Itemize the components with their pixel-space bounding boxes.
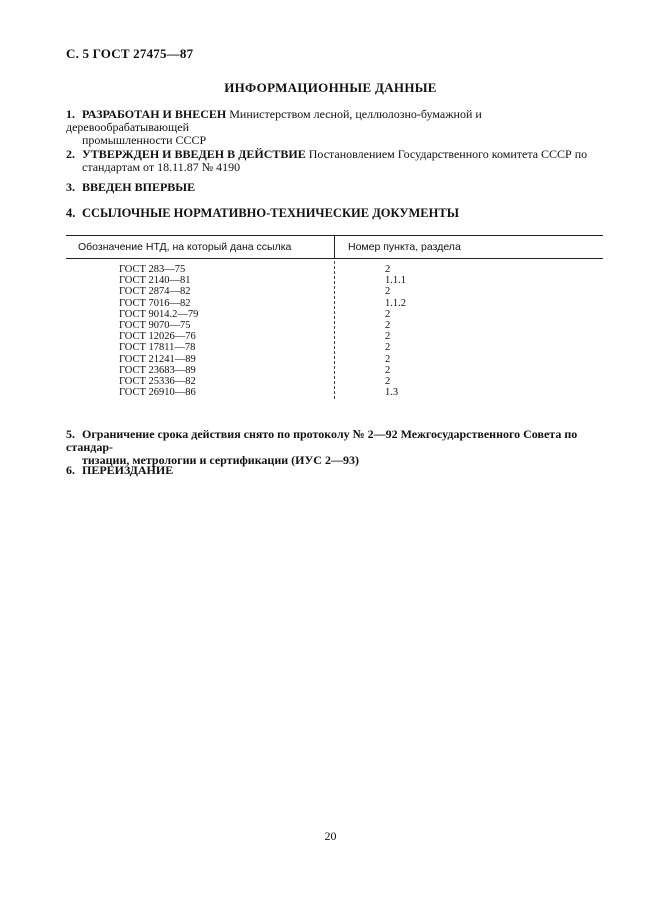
item-lead: ПЕРЕИЗДАНИЕ xyxy=(82,463,174,477)
clause-cell: 1.1.2 xyxy=(385,297,406,309)
table-row xyxy=(66,264,603,275)
table-row xyxy=(66,331,603,342)
document-cell: ГОСТ 21241—89 xyxy=(119,353,196,365)
item-continuation: тизации, метрологии и сертификации (ИУС 2—93) xyxy=(82,453,359,467)
item-lead: УТВЕРЖДЕН И ВВЕДЕН В ДЕЙСТВИЕ xyxy=(82,147,306,161)
document-cell: ГОСТ 17811—78 xyxy=(119,342,196,354)
document-cell: ГОСТ 25336—82 xyxy=(119,375,196,387)
document-cell: ГОСТ 2874—82 xyxy=(119,286,191,298)
info-item-6 xyxy=(66,464,606,477)
clause-cell: 2 xyxy=(385,342,391,354)
info-item-4 xyxy=(66,207,606,220)
table-row xyxy=(66,286,603,297)
item-number: 3. xyxy=(66,180,75,194)
table-header-divider xyxy=(334,235,335,258)
table-row xyxy=(66,320,603,331)
page-header: С. 5 ГОСТ 27475—87 xyxy=(66,46,194,61)
item-number: 2. xyxy=(66,147,75,161)
clause-cell: 2 xyxy=(385,331,391,343)
item-text: Ограничение срока действия снято по протоколу № 2—92 Межгосударственного Совета по стандар- xyxy=(66,427,578,454)
section-title: ИНФОРМАЦИОННЫЕ ДАННЫЕ xyxy=(224,80,437,95)
table-row xyxy=(66,342,603,353)
document-cell: ГОСТ 2140—81 xyxy=(119,275,191,287)
table-row xyxy=(66,309,603,320)
info-item-3 xyxy=(66,181,606,194)
clause-cell: 2 xyxy=(385,264,391,275)
item-lead: ВВЕДЕН ВПЕРВЫЕ xyxy=(82,180,196,194)
clause-cell: 2 xyxy=(385,308,391,320)
document-cell: ГОСТ 26910—86 xyxy=(119,387,196,399)
table-header-rule xyxy=(66,258,603,259)
document-cell: ГОСТ 9014.2—79 xyxy=(119,308,199,320)
document-cell: ГОСТ 7016—82 xyxy=(119,297,191,309)
clause-cell: 2 xyxy=(385,375,391,387)
document-cell: ГОСТ 9070—75 xyxy=(119,319,191,331)
table-row xyxy=(66,275,603,286)
table-row xyxy=(66,376,603,387)
table-row xyxy=(66,354,603,365)
page-number: 20 xyxy=(324,829,337,843)
item-text: Постановлением Государственного комитета СССР по xyxy=(305,147,588,161)
item-number: 5. xyxy=(66,427,75,441)
info-item-2 xyxy=(66,148,606,174)
clause-cell: 1.3 xyxy=(385,387,399,399)
clause-cell: 1.1.1 xyxy=(385,275,406,287)
clause-cell: 2 xyxy=(385,364,391,376)
item-text: Министерством лесной, целлюлозно-бумажной и деревообрабатывающей xyxy=(66,107,482,134)
document-cell: ГОСТ 12026—76 xyxy=(119,331,196,343)
info-item-5 xyxy=(66,428,606,467)
table-header-clause: Номер пункта, раздела xyxy=(348,241,461,253)
clause-cell: 2 xyxy=(385,319,391,331)
item-number: 1. xyxy=(66,107,75,121)
item-lead: ССЫЛОЧНЫЕ НОРМАТИВНО-ТЕХНИЧЕСКИЕ ДОКУМЕНТЫ xyxy=(82,206,459,220)
info-item-1 xyxy=(66,108,606,147)
item-number: 6. xyxy=(66,463,75,477)
table-header-document: Обозначение НТД, на который дана ссылка xyxy=(78,241,292,253)
item-lead: РАЗРАБОТАН И ВНЕСЕН xyxy=(82,107,227,121)
clause-cell: 2 xyxy=(385,286,391,298)
table-row xyxy=(66,387,603,398)
document-cell: ГОСТ 283—75 xyxy=(119,264,186,275)
table-body xyxy=(66,264,603,398)
table-row xyxy=(66,365,603,376)
item-continuation: стандартам от 18.11.87 № 4190 xyxy=(82,160,241,174)
clause-cell: 2 xyxy=(385,353,391,365)
item-continuation: промышленности СССР xyxy=(82,133,207,147)
table-row xyxy=(66,298,603,309)
item-number: 4. xyxy=(66,206,76,220)
document-cell: ГОСТ 23683—89 xyxy=(119,364,196,376)
